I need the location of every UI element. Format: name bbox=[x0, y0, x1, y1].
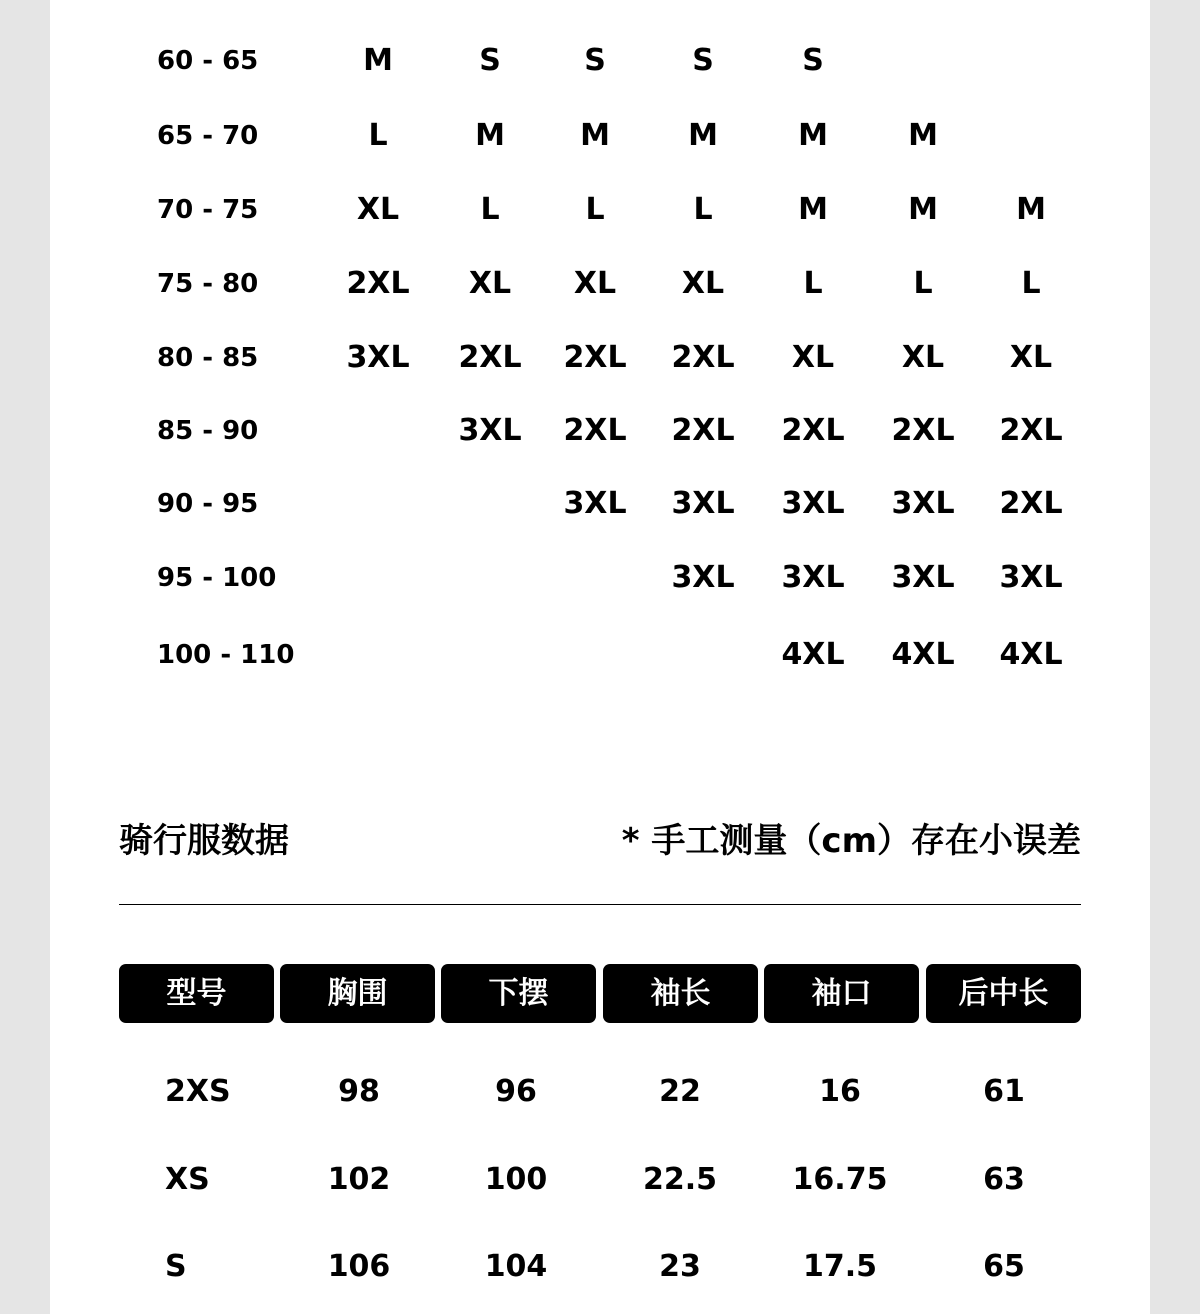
column-header: 型号 bbox=[119, 964, 274, 1023]
size-cell: S bbox=[802, 43, 824, 78]
column-header: 后中长 bbox=[926, 964, 1081, 1023]
size-range-label: 90 - 95 bbox=[157, 489, 259, 519]
size-cell: 4XL bbox=[891, 637, 955, 672]
size-row bbox=[50, 635, 1150, 675]
size-cell: M bbox=[908, 118, 938, 153]
size-cell: M bbox=[908, 192, 938, 227]
size-cell: L bbox=[480, 192, 500, 227]
measurement-cell: 106 bbox=[327, 1249, 391, 1284]
size-range-label: 65 - 70 bbox=[157, 121, 259, 151]
measurement-cell: 16.75 bbox=[792, 1162, 888, 1197]
model-cell: XS bbox=[165, 1162, 210, 1197]
size-cell: 2XL bbox=[891, 413, 955, 448]
size-cell: 2XL bbox=[458, 340, 522, 375]
size-cell: M bbox=[688, 118, 718, 153]
size-cell: 3XL bbox=[458, 413, 522, 448]
measurement-cell: 104 bbox=[484, 1249, 548, 1284]
size-cell: M bbox=[1016, 192, 1046, 227]
size-cell bbox=[328, 411, 428, 451]
size-range-label: 85 - 90 bbox=[157, 416, 259, 446]
size-range-label: 60 - 65 bbox=[157, 46, 259, 76]
size-cell: L bbox=[803, 266, 823, 301]
size-cell: XL bbox=[901, 340, 945, 375]
size-cell: 3XL bbox=[346, 340, 410, 375]
size-cell: XL bbox=[573, 266, 617, 301]
size-cell: 4XL bbox=[999, 637, 1063, 672]
size-cell: 2XL bbox=[999, 486, 1063, 521]
column-header: 下摆 bbox=[441, 964, 596, 1023]
measurement-cell: 61 bbox=[983, 1074, 1025, 1109]
measurement-cell: 96 bbox=[495, 1074, 537, 1109]
size-row bbox=[50, 116, 1150, 156]
size-cell: L bbox=[368, 118, 388, 153]
size-cell bbox=[545, 558, 645, 598]
size-cell: L bbox=[585, 192, 605, 227]
size-cell: M bbox=[363, 43, 393, 78]
column-header: 胸围 bbox=[280, 964, 435, 1023]
size-cell: 4XL bbox=[781, 637, 845, 672]
size-cell: S bbox=[584, 43, 606, 78]
size-cell bbox=[440, 484, 540, 524]
size-cell bbox=[440, 558, 540, 598]
size-cell bbox=[981, 116, 1081, 156]
size-range-label: 70 - 75 bbox=[157, 195, 259, 225]
size-cell bbox=[328, 635, 428, 675]
size-cell: 3XL bbox=[891, 560, 955, 595]
size-row bbox=[50, 484, 1150, 524]
size-range-label: 100 - 110 bbox=[157, 640, 295, 670]
size-cell bbox=[873, 41, 973, 81]
size-cell: L bbox=[693, 192, 713, 227]
size-cell: 3XL bbox=[563, 486, 627, 521]
size-cell: M bbox=[798, 118, 828, 153]
measurement-cell: 65 bbox=[983, 1249, 1025, 1284]
size-cell bbox=[328, 484, 428, 524]
size-cell: L bbox=[1021, 266, 1041, 301]
size-cell bbox=[328, 558, 428, 598]
size-cell bbox=[440, 635, 540, 675]
measurement-cell: 17.5 bbox=[802, 1249, 878, 1284]
size-cell: XL bbox=[1009, 340, 1053, 375]
page bbox=[50, 0, 1150, 1314]
size-cell: 2XL bbox=[563, 340, 627, 375]
size-cell bbox=[981, 41, 1081, 81]
size-row bbox=[50, 190, 1150, 230]
size-row bbox=[50, 411, 1150, 451]
size-cell: XL bbox=[468, 266, 512, 301]
size-cell: M bbox=[580, 118, 610, 153]
size-cell: L bbox=[913, 266, 933, 301]
size-cell: 2XL bbox=[563, 413, 627, 448]
measurement-note: * 手工测量（cm）存在小误差 bbox=[621, 821, 1081, 861]
size-row bbox=[50, 338, 1150, 378]
measurement-cell: 63 bbox=[983, 1162, 1025, 1197]
size-cell: 2XL bbox=[781, 413, 845, 448]
section-title: 骑行服数据 bbox=[119, 821, 289, 861]
table-row bbox=[50, 1160, 1150, 1200]
size-cell: 3XL bbox=[671, 560, 735, 595]
size-row bbox=[50, 264, 1150, 304]
model-cell: 2XS bbox=[165, 1074, 231, 1109]
size-cell: XL bbox=[681, 266, 725, 301]
measurement-cell: 23 bbox=[659, 1249, 701, 1284]
size-range-label: 95 - 100 bbox=[157, 563, 277, 593]
size-range-label: 75 - 80 bbox=[157, 269, 259, 299]
size-cell: S bbox=[479, 43, 501, 78]
size-cell: M bbox=[798, 192, 828, 227]
size-cell: 3XL bbox=[671, 486, 735, 521]
size-row bbox=[50, 558, 1150, 598]
size-cell: 2XL bbox=[999, 413, 1063, 448]
measurement-cell: 16 bbox=[819, 1074, 861, 1109]
size-cell: S bbox=[692, 43, 714, 78]
size-cell: 3XL bbox=[781, 560, 845, 595]
measurement-cell: 98 bbox=[338, 1074, 380, 1109]
divider bbox=[119, 904, 1081, 905]
table-row bbox=[50, 1247, 1150, 1287]
measurement-cell: 22.5 bbox=[642, 1162, 718, 1197]
size-cell: 2XL bbox=[671, 413, 735, 448]
size-cell: 3XL bbox=[999, 560, 1063, 595]
size-cell: M bbox=[475, 118, 505, 153]
size-cell: XL bbox=[356, 192, 400, 227]
size-cell: 3XL bbox=[781, 486, 845, 521]
column-header: 袖口 bbox=[764, 964, 919, 1023]
measurement-cell: 100 bbox=[484, 1162, 548, 1197]
size-cell: 3XL bbox=[891, 486, 955, 521]
size-cell: 2XL bbox=[346, 266, 410, 301]
size-cell: 2XL bbox=[671, 340, 735, 375]
size-cell: XL bbox=[791, 340, 835, 375]
table-row bbox=[50, 1072, 1150, 1112]
size-cell bbox=[653, 635, 753, 675]
measurement-cell: 22 bbox=[659, 1074, 701, 1109]
size-range-label: 80 - 85 bbox=[157, 343, 259, 373]
model-cell: S bbox=[165, 1249, 187, 1284]
measurement-cell: 102 bbox=[327, 1162, 391, 1197]
column-header: 袖长 bbox=[603, 964, 758, 1023]
size-row bbox=[50, 41, 1150, 81]
size-cell bbox=[545, 635, 645, 675]
